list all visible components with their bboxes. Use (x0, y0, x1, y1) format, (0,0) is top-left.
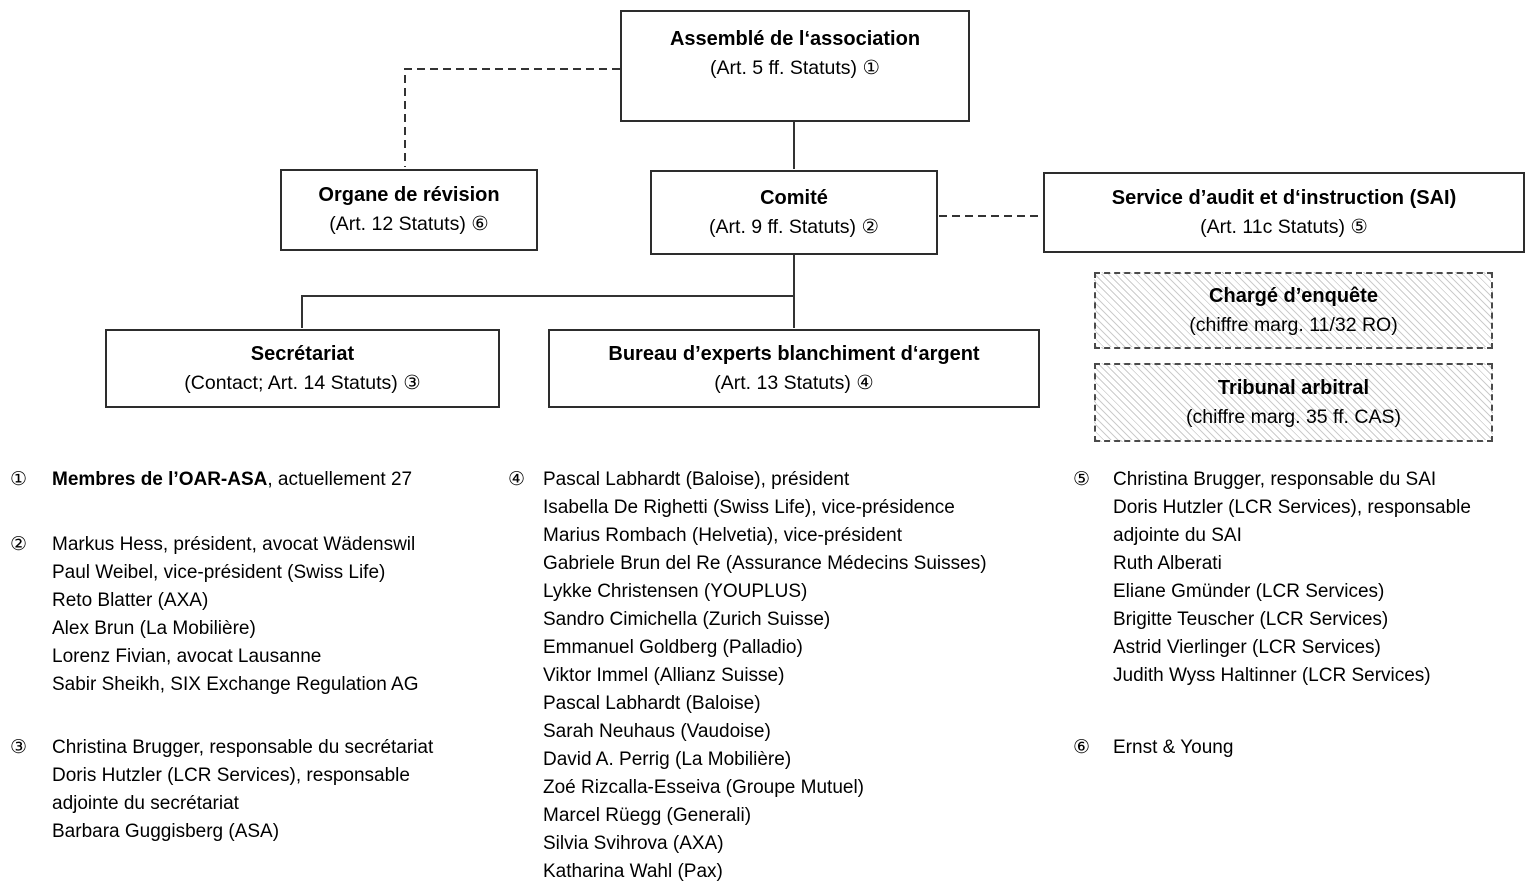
connector-branch-to-secretariat (302, 296, 794, 328)
org-box-assembly-title: Assemblé de l‘association (669, 28, 921, 50)
note-line: Sabir Sheikh, SIX Exchange Regulation AG (52, 674, 419, 695)
org-box-bureau-subtitle: (Art. 13 Statuts) ④ (714, 371, 874, 394)
note-line: Silvia Svihrova (AXA) (543, 833, 724, 854)
note-line: adjointe du SAI (1113, 525, 1242, 546)
note-5-marker: ⑤ (1073, 469, 1091, 490)
note-line: David A. Perrig (La Mobilière) (543, 749, 792, 770)
note-line: Brigitte Teuscher (LCR Services) (1113, 609, 1389, 630)
note-line: Eliane Gmünder (LCR Services) (1113, 581, 1385, 602)
org-box-assembly-subtitle: (Art. 5 ff. Statuts) ① (710, 57, 880, 79)
org-box-bureau (548, 329, 1040, 408)
org-box-comite-title: Comité (760, 186, 828, 209)
note-line: Judith Wyss Haltinner (LCR Services) (1113, 665, 1431, 686)
note-line: adjointe du secrétariat (52, 793, 239, 814)
org-box-secretariat (105, 329, 500, 408)
note-line: Alex Brun (La Mobilière) (52, 618, 256, 639)
note-4-bureau-experts (508, 466, 1068, 886)
note-4-marker: ④ (508, 469, 526, 490)
org-box-sai-title: Service d’audit et d‘instruction (SAI) (1111, 186, 1457, 209)
org-box-tribunal (1094, 363, 1493, 442)
org-box-comite-subtitle: (Art. 9 ff. Statuts) ② (709, 215, 879, 238)
note-6-revision-org (1073, 734, 1528, 762)
note-line: Emmanuel Goldberg (Palladio) (543, 637, 803, 658)
note-line: Christina Brugger, responsable du SAI (1113, 469, 1437, 490)
note-line: Pascal Labhardt (Baloise) (543, 693, 761, 714)
org-box-secretariat-subtitle: (Contact; Art. 14 Statuts) ③ (184, 371, 421, 394)
note-6-lines (1113, 734, 1528, 762)
note-line: Lykke Christensen (YOUPLUS) (543, 581, 808, 602)
note-line: Christina Brugger, responsable du secrétariat (52, 737, 434, 758)
note-5-sai-staff (1073, 466, 1528, 690)
note-line: Pascal Labhardt (Baloise), président (543, 469, 850, 490)
note-line: Marcel Rüegg (Generali) (543, 805, 752, 826)
note-line: Sandro Cimichella (Zurich Suisse) (543, 609, 831, 630)
org-box-charge-subtitle: (chiffre marg. 11/32 RO) (1189, 313, 1398, 336)
note-2-marker: ② (10, 534, 28, 555)
org-box-sai (1043, 172, 1525, 253)
note-6-marker: ⑥ (1073, 737, 1091, 758)
note-4-lines (543, 466, 1068, 886)
note-line: Katharina Wahl (Pax) (543, 861, 723, 882)
note-line: Doris Hutzler (LCR Services), responsable (52, 765, 410, 786)
org-box-assembly (620, 10, 970, 122)
org-box-tribunal-title: Tribunal arbitral (1217, 376, 1370, 399)
note-1-members (10, 466, 490, 494)
note-line: Doris Hutzler (LCR Services), responsable (1113, 497, 1471, 518)
note-line: Zoé Rizcalla-Esseiva (Groupe Mutuel) (543, 777, 865, 798)
note-line: Lorenz Fivian, avocat Lausanne (52, 646, 322, 667)
org-box-revision-title: Organe de révision (318, 184, 500, 206)
note-line: Ernst & Young (1113, 737, 1234, 758)
note-line: Ruth Alberati (1113, 553, 1222, 574)
connector-assembly-to-revision (405, 69, 620, 167)
org-box-tribunal-subtitle: (chiffre marg. 35 ff. CAS) (1186, 405, 1401, 428)
note-2-comite-members (10, 531, 490, 699)
org-box-charge-title: Chargé d’enquête (1209, 284, 1378, 307)
note-1-text (52, 466, 490, 494)
org-box-comite (650, 170, 938, 255)
note-2-lines (52, 531, 490, 699)
org-box-bureau-title: Bureau d’experts blanchiment d‘argent (608, 342, 980, 365)
org-box-sai-subtitle: (Art. 11c Statuts) ⑤ (1200, 215, 1368, 238)
note-line: Isabella De Righetti (Swiss Life), vice-présidence (543, 497, 955, 518)
note-5-lines (1113, 466, 1528, 690)
note-3-marker: ③ (10, 737, 28, 758)
note-line: Paul Weibel, vice-président (Swiss Life) (52, 562, 386, 583)
note-1-regular-text: , actuellement 27 (267, 469, 413, 490)
note-line: Astrid Vierlinger (LCR Services) (1113, 637, 1381, 658)
note-line: Sarah Neuhaus (Vaudoise) (543, 721, 771, 742)
org-box-secretariat-title: Secrétariat (250, 342, 355, 365)
note-line: Markus Hess, président, avocat Wädenswil (52, 534, 416, 555)
note-line: Reto Blatter (AXA) (52, 590, 209, 611)
org-box-revision (280, 169, 538, 251)
note-1-marker: ① (10, 469, 28, 490)
note-3-secretariat-staff (10, 734, 500, 846)
note-line: Barbara Guggisberg (ASA) (52, 821, 280, 842)
note-line: Marius Rombach (Helvetia), vice-président (543, 525, 903, 546)
note-line: Gabriele Brun del Re (Assurance Médecins Suisses) (543, 553, 987, 574)
note-3-lines (52, 734, 500, 846)
note-1-bold-text: Membres de l’OAR-ASA (52, 469, 268, 490)
note-line: Viktor Immel (Allianz Suisse) (543, 665, 785, 686)
org-box-revision-subtitle: (Art. 12 Statuts) ⑥ (329, 213, 489, 235)
org-box-charge (1094, 272, 1493, 349)
